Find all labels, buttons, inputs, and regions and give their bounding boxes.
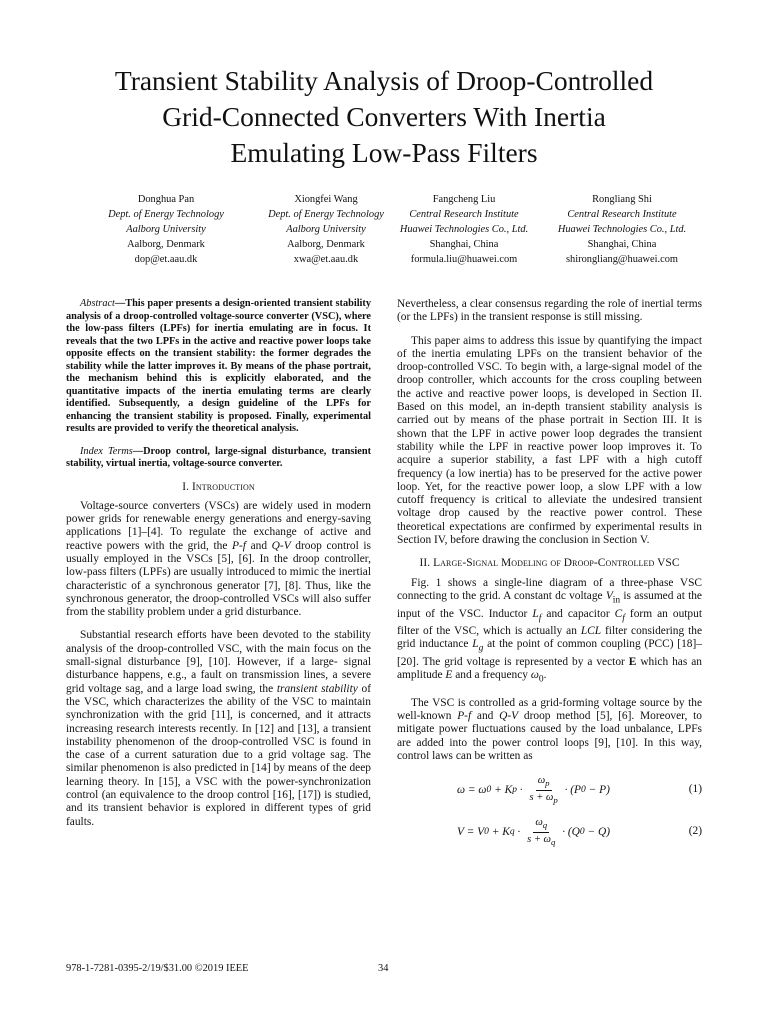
author-name: Rongliang Shi (592, 194, 652, 205)
eq-subscript: 0 (579, 826, 585, 837)
author-name: Xiongfei Wang (294, 194, 358, 205)
symbol-subscript: f (622, 612, 625, 623)
eq-term: s + ω (527, 833, 551, 845)
title-line-3: Emulating Low-Pass Filters (230, 137, 538, 168)
eq-subscript: 0 (486, 784, 492, 795)
text-run: is assumed at the input of the VSC. Inductor (397, 589, 702, 620)
equation-body (457, 773, 610, 807)
eq-term: · (514, 825, 524, 838)
symbol-subscript: in (612, 595, 621, 606)
equation-2 (397, 815, 702, 849)
text-run: at the point of common coupling (PCC) [18]–[20]. The grid voltage is represented by a vector (397, 638, 702, 668)
symbol-subscript: 0 (538, 674, 544, 685)
abstract (66, 298, 371, 436)
eq-numerator (533, 816, 549, 833)
eq-fraction (528, 774, 560, 807)
copyright-footer: 978-1-7281-0395-2/19/$31.00 ©2019 IEEE (66, 963, 249, 974)
left-column (66, 298, 371, 839)
section-heading-introduction: I. Introduction (182, 480, 255, 493)
eq-term: · (Q (559, 825, 580, 838)
eq-term: · (516, 783, 526, 796)
author-email[interactable]: xwa@et.aau.dk (293, 254, 359, 265)
text-run: droop method [5], [6]. Moreover, to mitigate power fluctuations caused by the load unbalance, LPFs are added into the power control loops [9], [10]. In this way, control laws can be written as (397, 710, 702, 763)
text-run: and (471, 710, 500, 723)
intro-paragraph-3: Nevertheless, a clear consensus regarding the role of inertial terms (or the LPFs) in the transient response is still missing. (397, 298, 702, 324)
index-terms (66, 446, 371, 471)
eq-subscript: q (509, 826, 515, 837)
eq-denominator (525, 833, 557, 849)
eq-numerator (536, 774, 552, 791)
author-email[interactable]: formula.liu@huawei.com (410, 254, 518, 265)
modeling-paragraph-1 (397, 577, 702, 687)
text-run: of the VSC, which characterizes the ability of the VSC to maintain synchronization with the grid [11], is concerned, and it attracts increasing research interests recently. In [12] and [13], a transient instability phenomenon of the droop-controlled VSC is found in the case of a current saturation due to a grid voltage sag. The similar phenomenon is also predicted in [14] by means of the deep learning theory. In [15], a VSC with the power-synchronization control (an equivalence to the droop control [16], [17]) is studied, and its transient behavior is explored in different types of grid faults. (66, 682, 372, 828)
section-heading-modeling: II. Large-Signal Modeling of Droop-Controlled VSC (419, 557, 680, 570)
author-org: Huawei Technologies Co., Ltd. (557, 224, 687, 235)
author-dept: Dept. of Energy Technology (108, 209, 224, 220)
abstract-lead: Abstract (80, 298, 115, 309)
author-location: Shanghai, China (429, 239, 499, 250)
equation-number: (1) (688, 783, 702, 796)
author-dept: Central Research Institute (567, 209, 677, 220)
symbol-subscript: g (478, 643, 484, 654)
author-org: Aalborg University (126, 224, 206, 235)
author-1 (81, 192, 251, 267)
text-run: filter considering the grid inductance (397, 625, 702, 651)
eq-term: ω = ω (457, 783, 487, 796)
text-run: form an output filter of the VSC, which is actually an (397, 607, 702, 638)
intro-paragraph-1 (66, 500, 371, 620)
text-run: droop control is usually employed in the VSCs [5], [6]. In the droop controller, low-pass filters (LPFs) are usually introduced to mimic the inertial characteristic of a synchronous generator [7], [8]. Thus, like the synchronous generator, the droop-controlled VSCs will also suffer from the stability problem under a grid disturbance. (66, 539, 371, 619)
paper-title (60, 63, 708, 171)
index-terms-text: Droop control, large-signal disturbance, transient stability, virtual inertia, voltage-source converter. (66, 445, 371, 469)
equation-1 (397, 773, 702, 807)
author-name: Donghua Pan (137, 194, 195, 205)
eq-subscript: 0 (581, 784, 586, 795)
eq-subscript: p (553, 794, 558, 805)
eq-term: V = V (457, 825, 485, 838)
text-run: LCL (580, 625, 602, 638)
text-run: Substantial research efforts have been devoted to the stability analysis of the droop-controlled VSC, with the main focus on the small-signal disturbance [9], [10]. However, if a large- signal disturbance happens, e.g., a fault on transmission lines, a severe grid voltage sag, and a large load swing, the (66, 629, 371, 695)
author-location: Aalborg, Denmark (127, 239, 205, 250)
eq-term: − P) (585, 783, 610, 796)
eq-subscript: q (550, 836, 556, 847)
symbol: E (445, 669, 453, 682)
text-run: and (245, 539, 272, 552)
eq-subscript: 0 (484, 826, 489, 837)
title-line-1: Transient Stability Analysis of Droop-Controlled (114, 65, 654, 96)
eq-subscript: q (542, 819, 548, 830)
eq-term: − Q) (584, 825, 611, 838)
symbol: ω (530, 669, 539, 682)
text-run: Fig. 1 shows a single-line diagram of a three-phase VSC connecting to the grid. A constant dc voltage (397, 576, 702, 602)
text-run: P-f (457, 710, 472, 723)
eq-term: + K (488, 825, 510, 838)
intro-paragraph-2 (66, 629, 371, 828)
symbol-subscript: f (538, 612, 542, 623)
eq-subscript: p (512, 784, 517, 795)
index-terms-dash: — (132, 445, 144, 457)
symbol: C (614, 607, 623, 620)
equation-number: (2) (688, 825, 702, 838)
equation-body (457, 815, 610, 849)
author-3 (379, 192, 549, 267)
text-run: . (543, 669, 547, 682)
author-dept: Central Research Institute (409, 209, 519, 220)
author-block (60, 192, 708, 272)
text-run: The VSC is controlled as a grid-forming voltage source by the well-known (397, 696, 702, 723)
eq-term: ω (535, 816, 543, 828)
abstract-dash: — (114, 298, 126, 309)
eq-subscript: p (545, 777, 550, 788)
symbol: V (605, 589, 613, 602)
author-email[interactable]: shirongliang@huawei.com (565, 254, 678, 265)
text-run: P-f (232, 539, 246, 552)
text-run: transient stability (276, 682, 358, 695)
symbol: L (532, 607, 539, 620)
modeling-paragraph-2 (397, 697, 702, 763)
text-run: and a frequency (452, 669, 531, 682)
eq-fraction (525, 816, 557, 849)
eq-term: · (P (561, 783, 582, 796)
author-4 (537, 192, 707, 267)
abstract-text: This paper presents a design-oriented transient stability analysis of a droop-controlled voltage-source converter (VSC), where the low-pass filters (LPFs) for inertia emulating are in focus. It reveals that the two LPFs in the active and reactive power loops take opposite effects on the transient stability: the former degrades the stability while the latter improves it. By means of the phase portrait, the mechanism behind this is explicitly elaborated, and the quantitative impacts of the inertia emulating terms are clearly identified. Subsequently, a design guideline of the LPFs for enhancing the transient stability is proposed. Finally, experimental results are provided to verify the theoretical analysis. (66, 298, 371, 434)
author-dept: Dept. of Energy Technology (268, 209, 384, 220)
eq-term: + K (491, 783, 513, 796)
intro-paragraph-4: This paper aims to address this issue by quantifying the impact of the inertia emulating LPFs on the transient behavior of the droop-controlled VSC. To begin with, a large-signal model of the droop controller, which accounts for the cross coupling between the active and reactive power loops, is developed in Section II. Based on this model, an in-depth transient stability analysis is carried out by means of the phase portrait in Section III. It is shown that the LPF in active power loop degrades the transient stability while the LPF in reactive power loop improves it. To acquire a superior stability, a fast LPF with a high cutoff frequency (a low inertia) has to be preserved for the active power loop. Yet, for the reactive power loop, a slow LPF with a low cutoff frequency is critical to alleviate the undesired transient voltage drop caused by the reactive power control. These theoretical expectations are confirmed by experimental results in Section IV, before drawing the conclusion in Section V. (397, 334, 702, 547)
author-location: Aalborg, Denmark (287, 239, 365, 250)
right-column (397, 298, 702, 857)
title-line-2: Grid-Connected Converters With Inertia (162, 101, 606, 132)
text-run: Q-V (271, 539, 291, 552)
author-location: Shanghai, China (587, 239, 657, 250)
eq-term: ω (537, 774, 546, 786)
author-name: Fangcheng Liu (432, 194, 496, 205)
text-run: Voltage-source converters (VSCs) are widely used in modern power grids for renewable energy generations and energy-saving applications [1]–[4]. To regulate the exchange of active and reactive powers with the grid, the (66, 499, 371, 552)
text-run: and capacitor (541, 607, 615, 620)
eq-term: s + ω (529, 791, 554, 803)
author-org: Huawei Technologies Co., Ltd. (399, 224, 529, 235)
text-run: which has an amplitude (397, 655, 702, 682)
author-email[interactable]: dop@et.aau.dk (134, 254, 198, 265)
index-terms-lead: Index Terms (80, 445, 133, 457)
author-org: Aalborg University (286, 224, 366, 235)
symbol: E (628, 655, 637, 668)
symbol: L (472, 638, 479, 651)
page-number: 34 (378, 963, 389, 974)
text-run: Q-V (499, 710, 519, 723)
eq-denominator (528, 791, 560, 807)
